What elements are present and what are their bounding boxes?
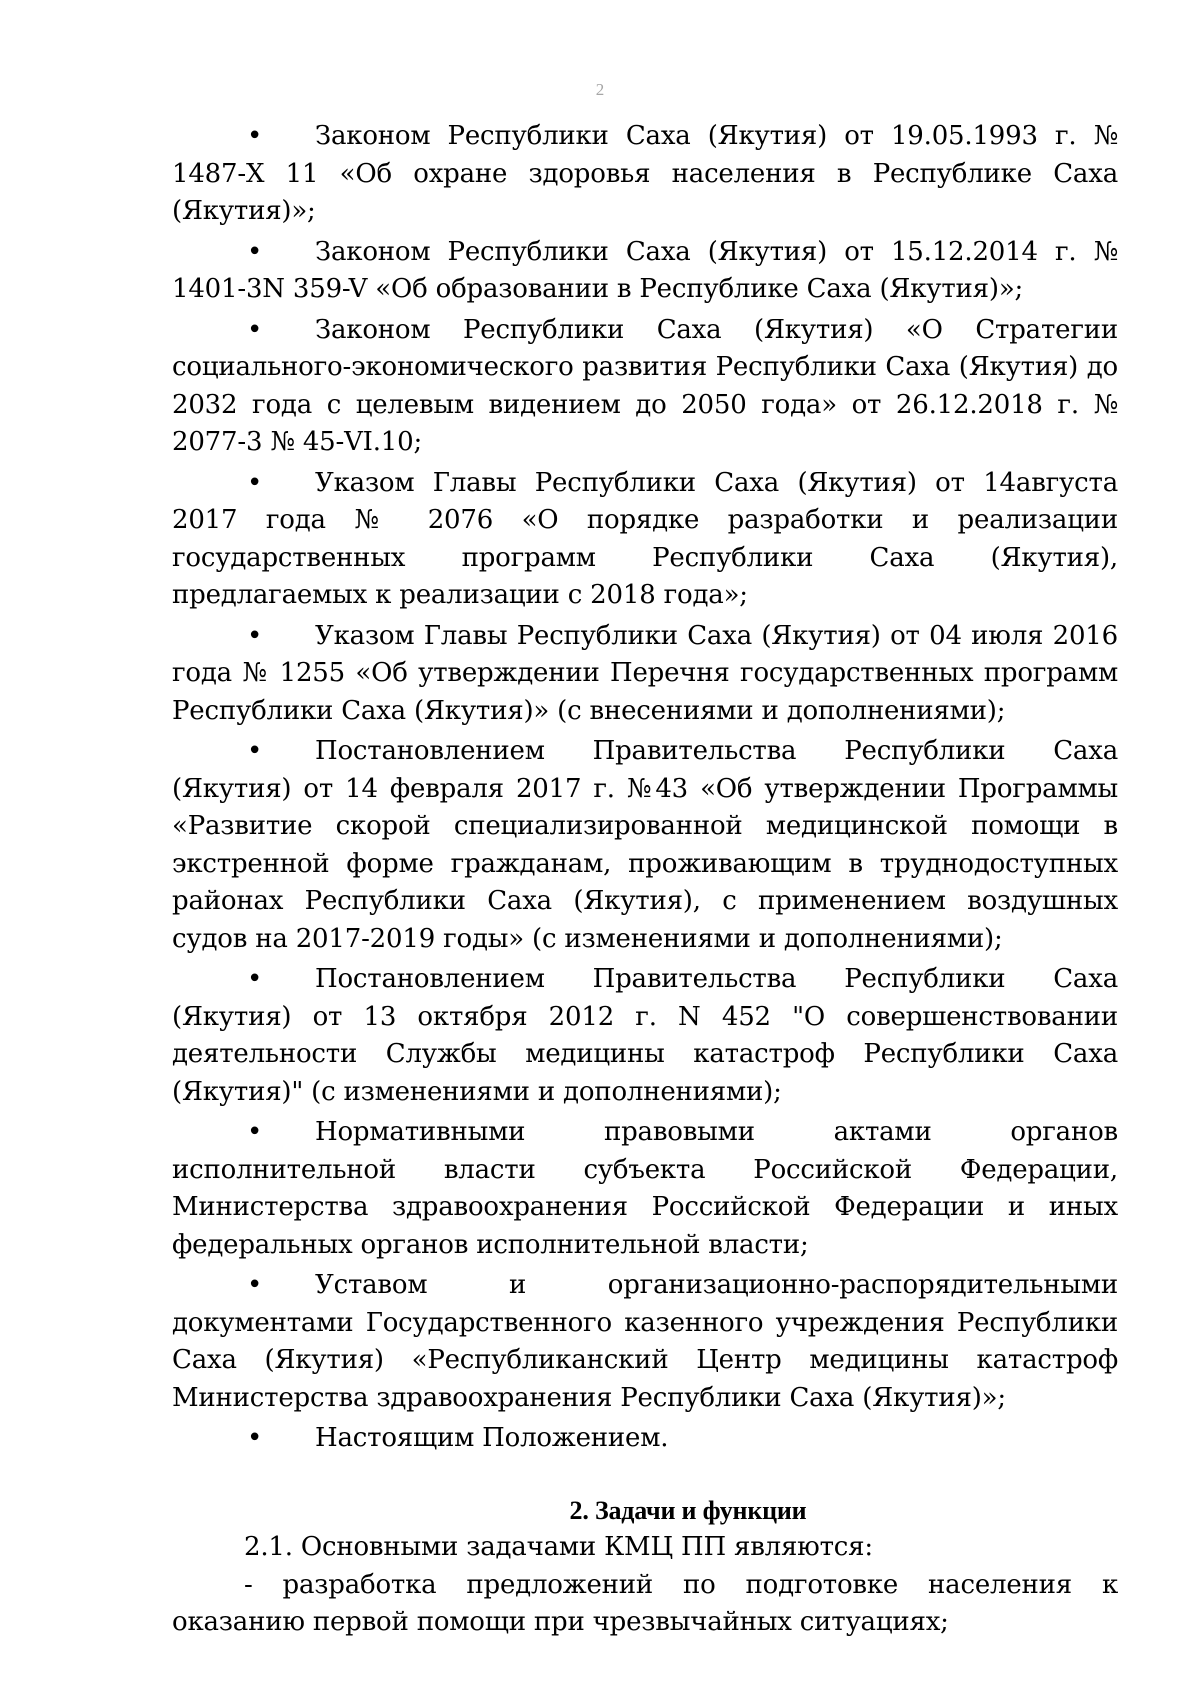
- list-item-text: Законом Республики Саха (Якутия) от 15.12.2014 г. № 1401-3N 359-V «Об образовании в Республике Саха (Якутия)»;: [172, 236, 1118, 304]
- list-item: [172, 1267, 1118, 1417]
- list-item-text: Уставом и организационно-распорядительными документами Государственного казенного учреждения Республики Саха (Якутия) «Республиканский Центр медицины катастроф Министерства здравоохранения Республики Саха (Якутия)»;: [172, 1270, 1118, 1413]
- list-item: [172, 733, 1118, 958]
- list-item-text: Постановлением Правительства Республики Саха (Якутия) от 14 февраля 2017 г. №43 «Об утверждении Программы «Развитие скорой специализированной медицинской помощи в экстренной форме гражданам, проживающим в труднодоступных районах Республики Саха (Якутия), с применением воздушных судов на 2017-2019 годы» (с изменениями и дополнениями);: [172, 736, 1118, 954]
- list-item: [172, 465, 1118, 615]
- bullet-icon: •: [247, 236, 263, 267]
- page-number: 2: [595, 80, 605, 99]
- list-item: [172, 1420, 1118, 1458]
- list-item: [172, 961, 1118, 1111]
- section-heading: 2. Задачи и функции: [569, 1495, 807, 1525]
- list-item-text: Законом Республики Саха (Якутия) «О Стратегии социального-экономического развития Республики Саха (Якутия) до 2032 года с целевым видением до 2050 года» от 26.12.2018 г. № 2077-3 № 45-VI.10;: [172, 314, 1118, 457]
- bullet-icon: •: [247, 1270, 263, 1300]
- paragraph: - разработка предложений по подготовке населения к оказанию первой помощи при чрезвычайных ситуациях;: [172, 1569, 1118, 1637]
- paragraph: 2.1. Основными задачами КМЦ ПП являются:: [244, 1532, 873, 1562]
- list-item-text: Настоящим Положением.: [315, 1423, 669, 1453]
- list-item-text: Указом Главы Республики Саха (Якутия) от 04 июля 2016 года № 1255 «Об утверждении Перечня государственных программ Республики Саха (Якутия)» (с внесениями и дополнениями);: [172, 620, 1118, 726]
- list-item: [172, 618, 1118, 731]
- bullet-icon: •: [247, 736, 263, 766]
- list-item: [172, 118, 1118, 231]
- list-item-text: Указом Главы Республики Саха (Якутия) от 14августа 2017 года № 2076 «О порядке разработки и реализации государственных программ Республики Саха (Якутия), предлагаемых к реализации с 2018 года»;: [172, 467, 1118, 610]
- bullet-icon: •: [247, 121, 263, 151]
- bullet-icon: •: [247, 467, 263, 498]
- bullet-icon: •: [247, 1117, 263, 1147]
- bullet-icon: •: [247, 964, 263, 994]
- bullet-icon: •: [247, 1423, 263, 1453]
- document-body: [172, 118, 1118, 1642]
- regulation-list: [172, 118, 1118, 1458]
- bullet-icon: •: [247, 314, 263, 345]
- list-item: [172, 312, 1118, 462]
- list-item: [172, 1114, 1118, 1264]
- bullet-icon: •: [247, 620, 263, 651]
- list-item-text: Нормативными правовыми актами органов исполнительной власти субъекта Российской Федерации, Министерства здравоохранения Российской Федерации и иных федеральных органов исполнительной власти;: [172, 1117, 1118, 1260]
- list-item: [172, 234, 1118, 309]
- list-item-text: Постановлением Правительства Республики Саха (Якутия) от 13 октября 2012 г. N 452 "О совершенствовании деятельности Службы медицины катастроф Республики Саха (Якутия)" (с изменениями и дополнениями);: [172, 964, 1118, 1107]
- list-item-text: Законом Республики Саха (Якутия) от 19.05.1993 г. № 1487-Х 11 «Об охране здоровья населения в Республике Саха (Якутия)»;: [172, 121, 1118, 226]
